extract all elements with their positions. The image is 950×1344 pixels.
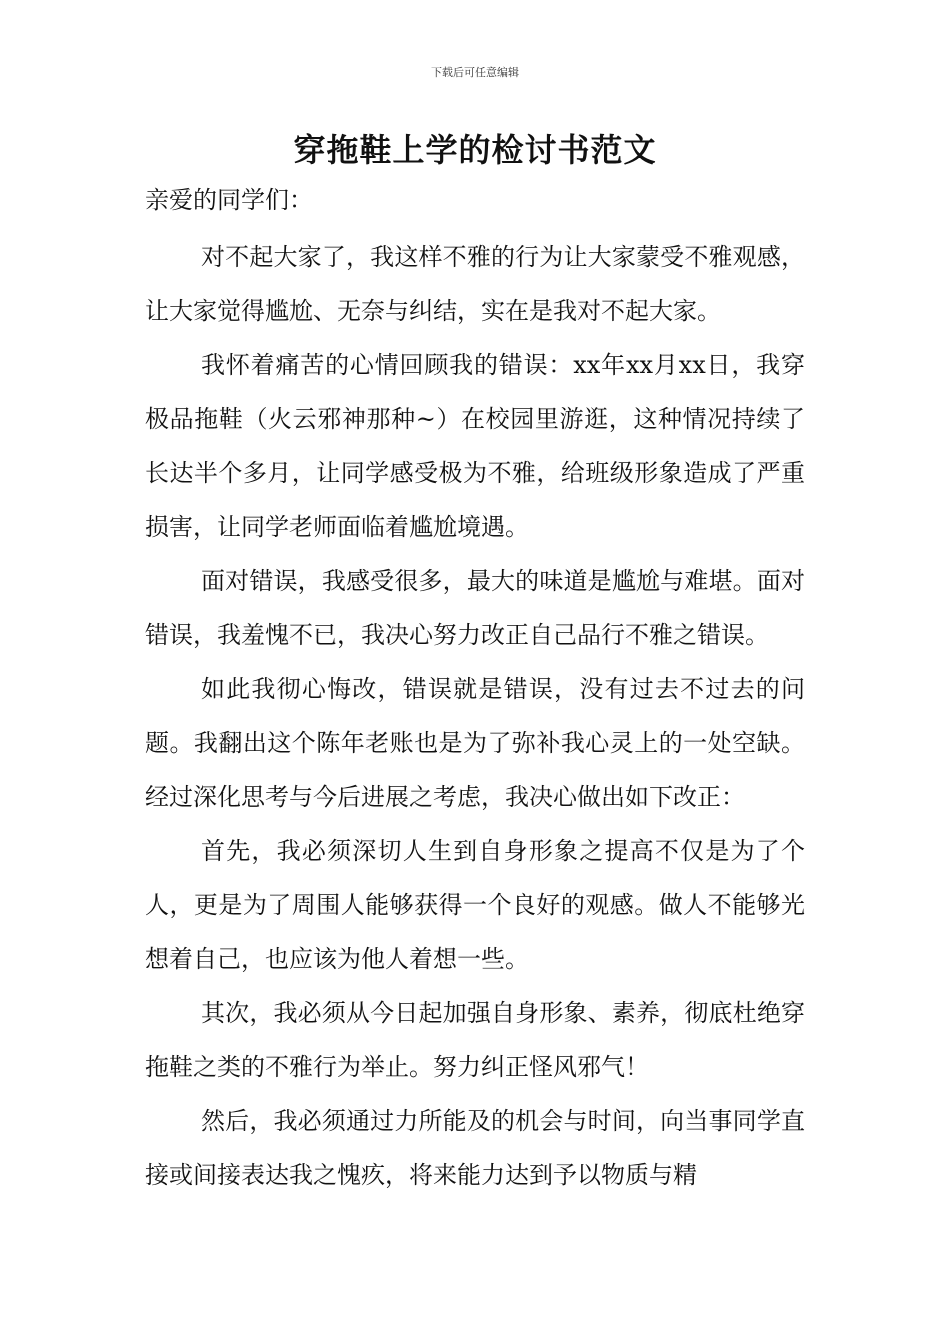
paragraph-feelings: 面对错误，我感受很多，最大的味道是尴尬与难堪。面对错误，我羞愧不已，我决心努力改正自己品行不雅之错误。 bbox=[145, 567, 805, 649]
paragraph-apology: 对不起大家了，我这样不雅的行为让大家蒙受不雅观感，让大家觉得尴尬、无奈与纠结，实在是我对不起大家。 bbox=[145, 243, 805, 325]
paragraph-recall-error: 我怀着痛苦的心情回顾我的错误：xx年xx月xx日，我穿极品拖鞋（火云邪神那种~）在校园里游逛，这种情况持续了长达半个多月，让同学感受极为不雅，给班级形象造成了严重损害，让同学老师面临着尴尬境遇。 bbox=[145, 351, 805, 541]
paragraph-resolve: 如此我彻心悔改，错误就是错误，没有过去不过去的问题。我翻出这个陈年老账也是为了弥补我心灵上的一处空缺。经过深化思考与今后进展之考虑，我决心做出如下改正： bbox=[145, 675, 805, 811]
header-note: 下载后可任意编辑 bbox=[431, 66, 519, 79]
document-body bbox=[145, 180, 805, 1202]
greeting: 亲爱的同学们： bbox=[145, 186, 313, 214]
paragraph-first: 首先，我必须深切人生到自身形象之提高不仅是为了个人，更是为了周围人能够获得一个良好的观感。做人不能够光想着自己，也应该为他人着想一些。 bbox=[145, 837, 805, 973]
paragraph-second: 其次，我必须从今日起加强自身形象、素养，彻底杜绝穿拖鞋之类的不雅行为举止。努力纠正怪风邪气！ bbox=[145, 999, 805, 1081]
document-title: 穿拖鞋上学的检讨书范文 bbox=[293, 131, 657, 169]
paragraph-then: 然后，我必须通过力所能及的机会与时间，向当事同学直接或间接表达我之愧疚，将来能力达到予以物质与精 bbox=[145, 1107, 805, 1189]
